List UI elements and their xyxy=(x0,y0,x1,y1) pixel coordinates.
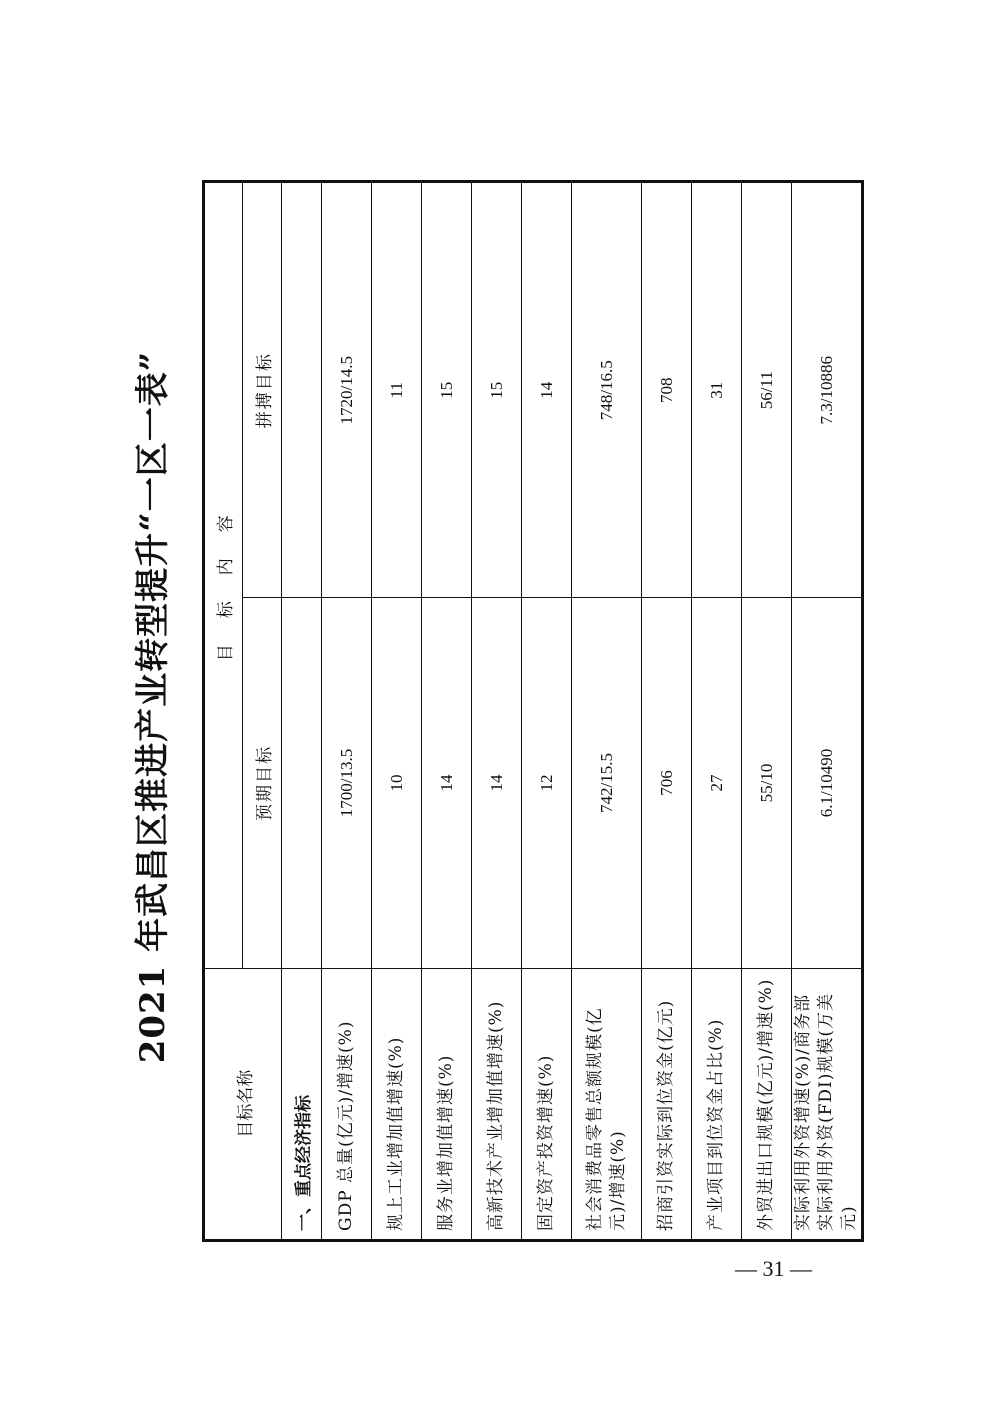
table-row xyxy=(572,182,642,1241)
row-name: 外贸进出口规模(亿元)/增速(%) xyxy=(742,968,792,1240)
row-stretch: 15 xyxy=(422,182,472,598)
table-row xyxy=(692,182,742,1241)
header-row-top xyxy=(204,182,243,1241)
row-name: GDP 总量(亿元)/增速(%) xyxy=(322,968,372,1240)
row-stretch: 7.3/10886 xyxy=(792,182,863,598)
row-expected: 1700/13.5 xyxy=(322,598,372,968)
row-stretch: 14 xyxy=(522,182,572,598)
row-name: 社会消费品零售总额规模(亿元)/增速(%) xyxy=(572,968,642,1240)
row-stretch: 31 xyxy=(692,182,742,598)
row-stretch: 1720/14.5 xyxy=(322,182,372,598)
table-row xyxy=(742,182,792,1241)
row-expected: 742/15.5 xyxy=(572,598,642,968)
row-name: 服务业增加值增速(%) xyxy=(422,968,472,1240)
table-row xyxy=(792,182,863,1241)
section-empty-cell xyxy=(282,598,322,968)
row-name: 产业项目到位资金占比(%) xyxy=(692,968,742,1240)
section-row xyxy=(282,182,322,1241)
row-expected: 27 xyxy=(692,598,742,968)
row-name: 实际利用外资增速(%)/商务部实际利用外资(FDI)规模(万美元) xyxy=(792,968,863,1240)
page-number: — 31 — xyxy=(735,1256,812,1281)
row-stretch: 15 xyxy=(472,182,522,598)
section-label: 一、重点经济指标 xyxy=(282,968,322,1240)
row-stretch: 56/11 xyxy=(742,182,792,598)
target-table xyxy=(202,180,864,1242)
row-stretch: 748/16.5 xyxy=(572,182,642,598)
row-name: 规上工业增加值增速(%) xyxy=(372,968,422,1240)
table-row xyxy=(472,182,522,1241)
row-expected: 6.1/10490 xyxy=(792,598,863,968)
row-expected: 14 xyxy=(422,598,472,968)
table-row xyxy=(372,182,422,1241)
table-row xyxy=(642,182,692,1241)
header-stretch: 拼搏目标 xyxy=(243,182,282,598)
section-empty-cell xyxy=(282,182,322,598)
table-row xyxy=(322,182,372,1241)
row-stretch: 11 xyxy=(372,182,422,598)
row-stretch: 708 xyxy=(642,182,692,598)
table-row xyxy=(422,182,472,1241)
row-expected: 10 xyxy=(372,598,422,968)
header-expected: 预期目标 xyxy=(243,598,282,968)
row-expected: 706 xyxy=(642,598,692,968)
row-expected: 12 xyxy=(522,598,572,968)
page-title: 2021 年武昌区推进产业转型提升“一区一表” xyxy=(133,350,173,1064)
row-name: 招商引资实际到位资金(亿元) xyxy=(642,968,692,1240)
header-target-content: 目标内容 xyxy=(204,182,243,969)
row-name: 固定资产投资增速(%) xyxy=(522,968,572,1240)
row-expected: 14 xyxy=(472,598,522,968)
table-row xyxy=(522,182,572,1241)
rotated-page xyxy=(130,172,870,1242)
row-expected: 55/10 xyxy=(742,598,792,968)
header-target-name: 目标名称 xyxy=(204,968,282,1240)
row-name: 高新技术产业增加值增速(%) xyxy=(472,968,522,1240)
